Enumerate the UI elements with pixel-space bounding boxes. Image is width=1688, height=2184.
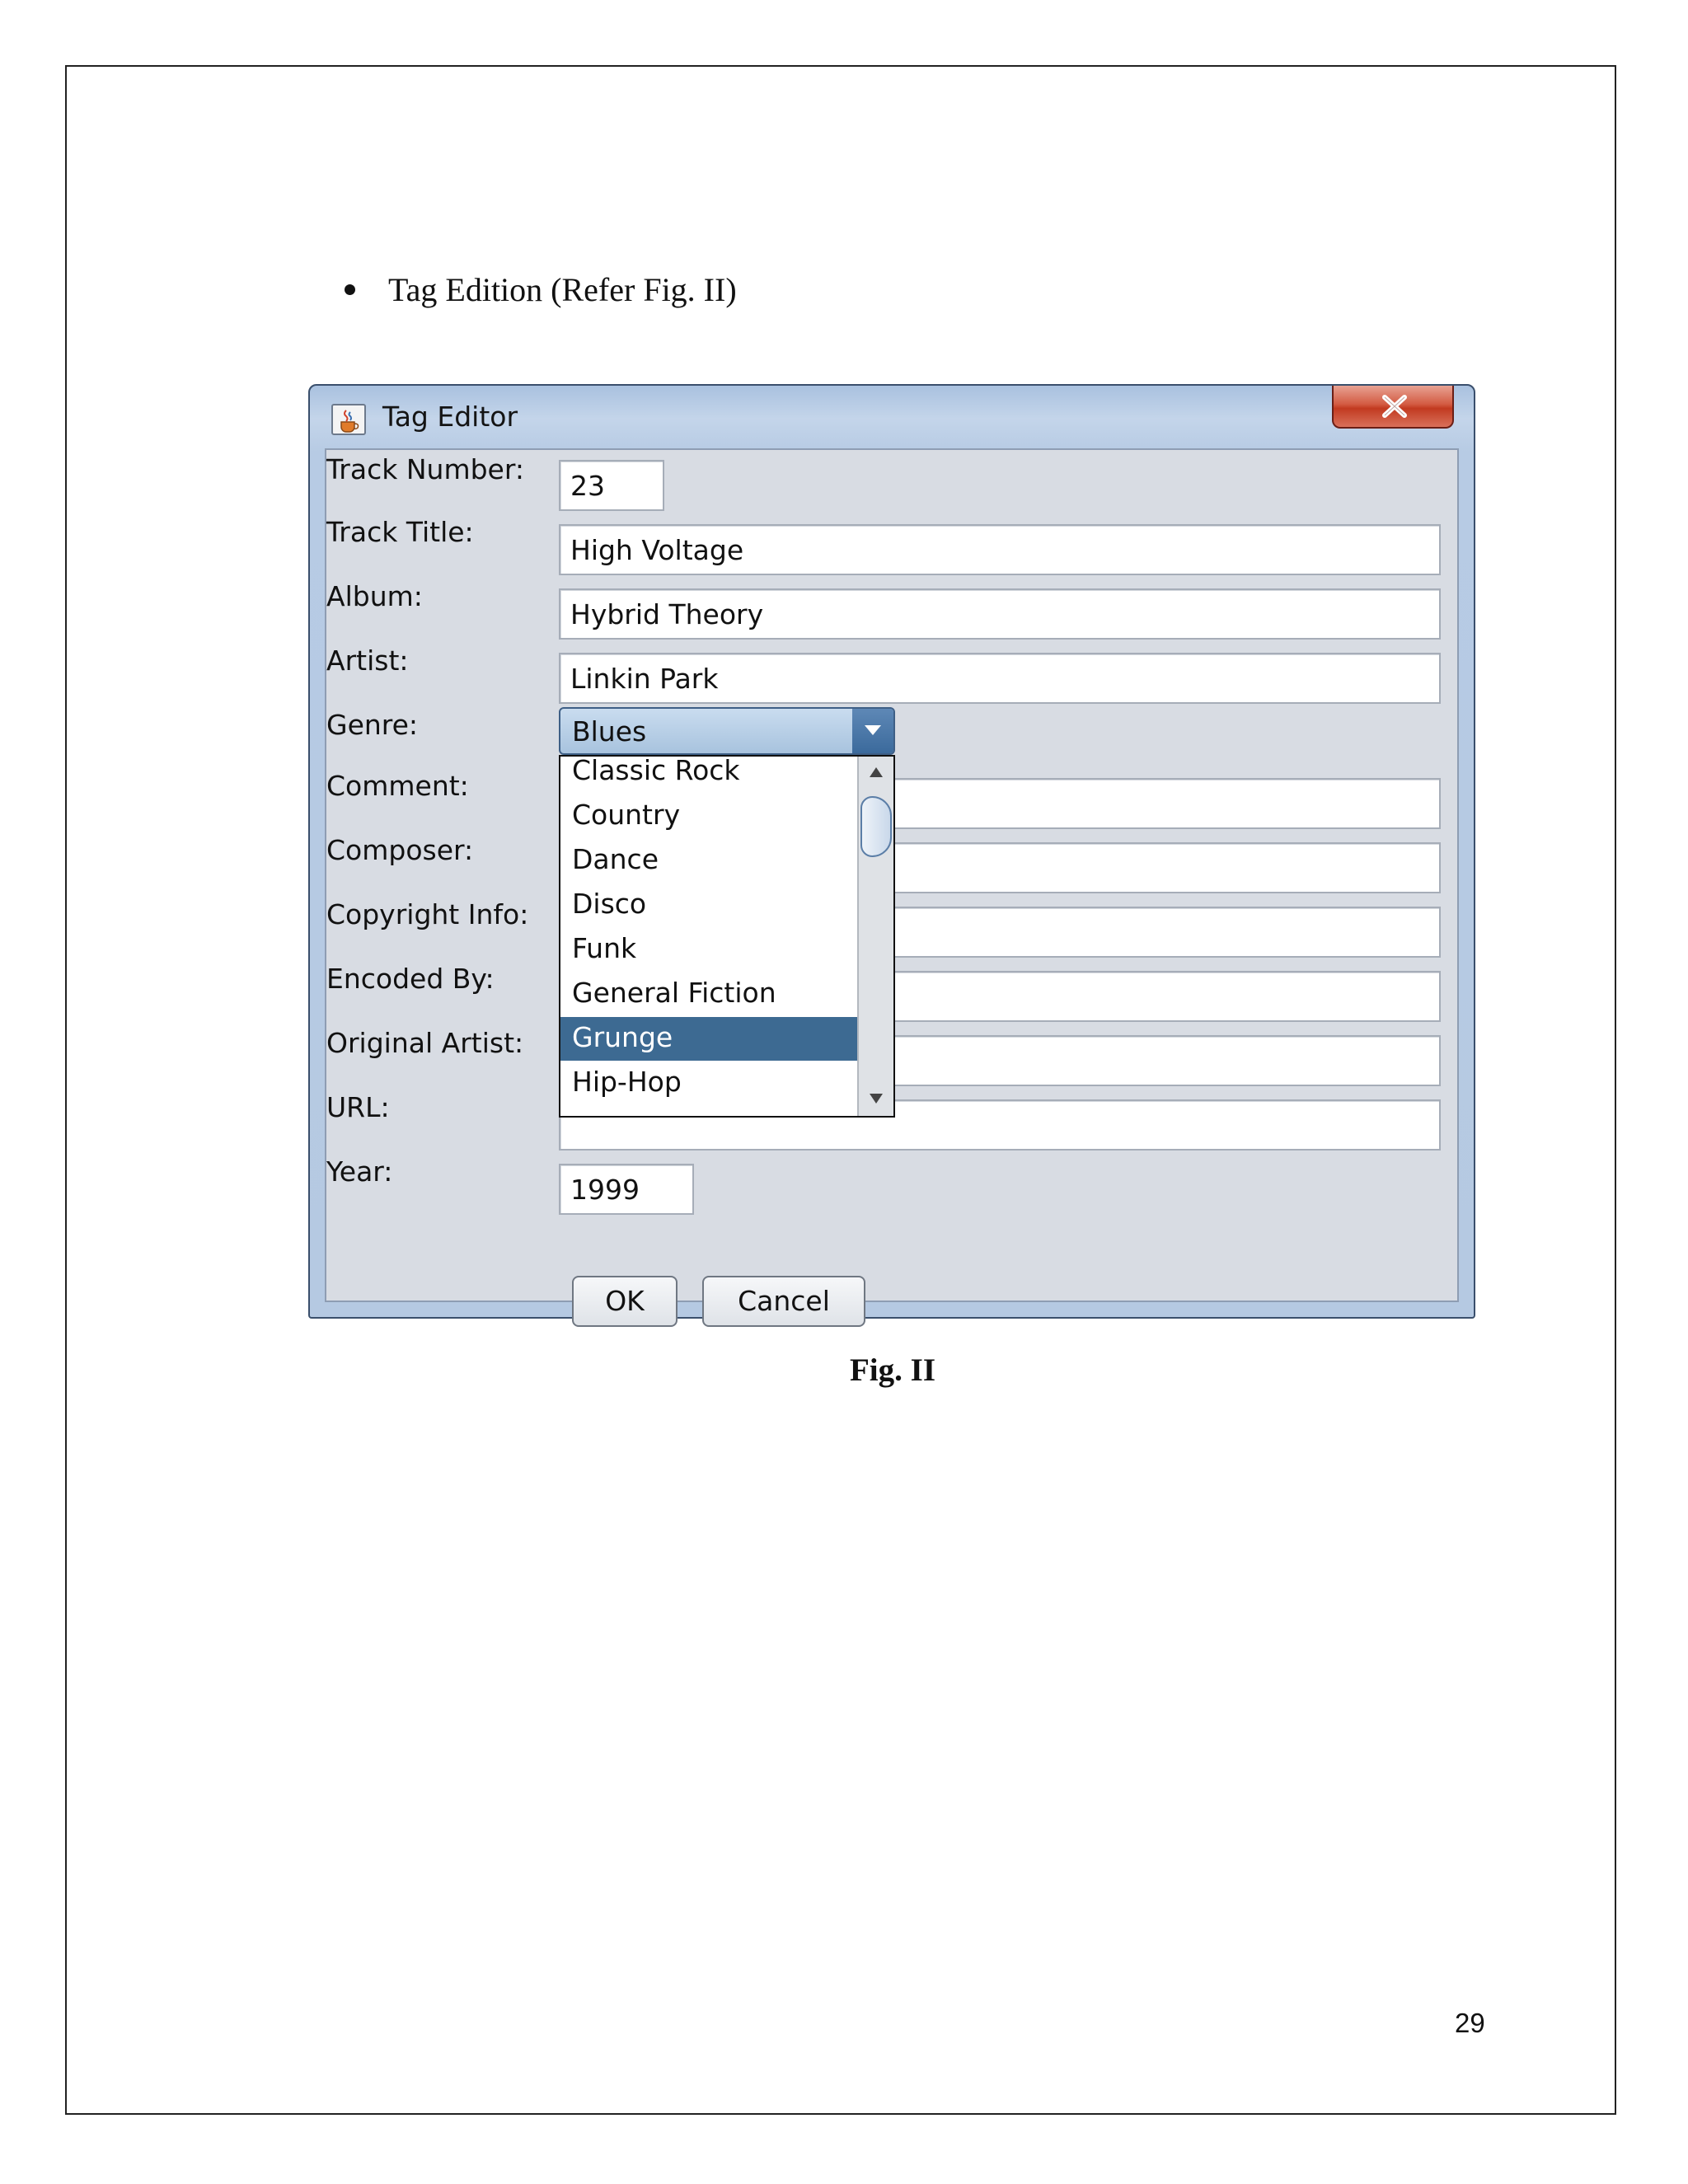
tag-editor-window <box>308 384 1475 1319</box>
genre-option-funk[interactable]: Funk <box>572 932 637 964</box>
genre-selected-value: Blues <box>572 715 647 748</box>
bullet-item <box>345 270 737 309</box>
label-composer: Composer: <box>326 834 474 866</box>
chevron-down-icon <box>863 724 883 737</box>
label-track-number: Track Number: <box>326 453 524 485</box>
label-original-artist: Original Artist: <box>326 1027 524 1059</box>
cancel-button[interactable]: Cancel <box>702 1276 865 1327</box>
label-url: URL: <box>326 1091 390 1123</box>
close-icon <box>1378 394 1411 419</box>
close-button[interactable] <box>1332 386 1454 429</box>
scroll-up-button[interactable] <box>859 757 893 790</box>
label-album: Album: <box>326 580 423 612</box>
dropdown-scrollbar[interactable] <box>857 757 893 1116</box>
year-input[interactable]: 1999 <box>559 1164 694 1215</box>
java-cup-icon <box>331 404 366 435</box>
ok-button[interactable]: OK <box>572 1276 678 1327</box>
album-input[interactable]: Hybrid Theory <box>559 588 1441 640</box>
track-number-input[interactable]: 23 <box>559 460 664 511</box>
page-number: 29 <box>1455 2008 1485 2038</box>
triangle-down-icon <box>869 1093 884 1104</box>
genre-option-hip-hop[interactable]: Hip-Hop <box>572 1066 682 1098</box>
track-title-input[interactable]: High Voltage <box>559 524 1441 575</box>
genre-option-classic-rock[interactable]: Classic Rock <box>572 755 740 786</box>
triangle-up-icon <box>869 766 884 778</box>
label-year: Year: <box>326 1155 393 1188</box>
genre-option-general-fiction[interactable]: General Fiction <box>572 977 776 1009</box>
label-encoded-by: Encoded By: <box>326 963 495 995</box>
label-copyright-info: Copyright Info: <box>326 898 529 930</box>
window-title: Tag Editor <box>382 401 518 433</box>
genre-option-dance[interactable]: Dance <box>572 843 659 875</box>
genre-option-country[interactable]: Country <box>572 799 681 831</box>
artist-input[interactable]: Linkin Park <box>559 653 1441 704</box>
label-comment: Comment: <box>326 770 469 802</box>
label-track-title: Track Title: <box>326 516 474 548</box>
genre-option-grunge[interactable]: Grunge <box>560 1017 857 1061</box>
scroll-down-button[interactable] <box>859 1083 893 1116</box>
figure-caption: Fig. II <box>849 1352 935 1388</box>
scroll-thumb[interactable] <box>860 796 892 857</box>
genre-select[interactable] <box>559 707 895 755</box>
bullet-dot <box>345 284 355 295</box>
form-panel <box>325 448 1459 1317</box>
label-artist: Artist: <box>326 644 409 677</box>
genre-dropdown-button[interactable] <box>852 709 893 753</box>
genre-option-disco[interactable]: Disco <box>572 888 647 920</box>
genre-dropdown-list <box>559 755 895 1118</box>
label-genre: Genre: <box>326 709 419 741</box>
title-bar[interactable] <box>310 386 1474 448</box>
bullet-text: Tag Edition (Refer Fig. II) <box>388 271 737 308</box>
